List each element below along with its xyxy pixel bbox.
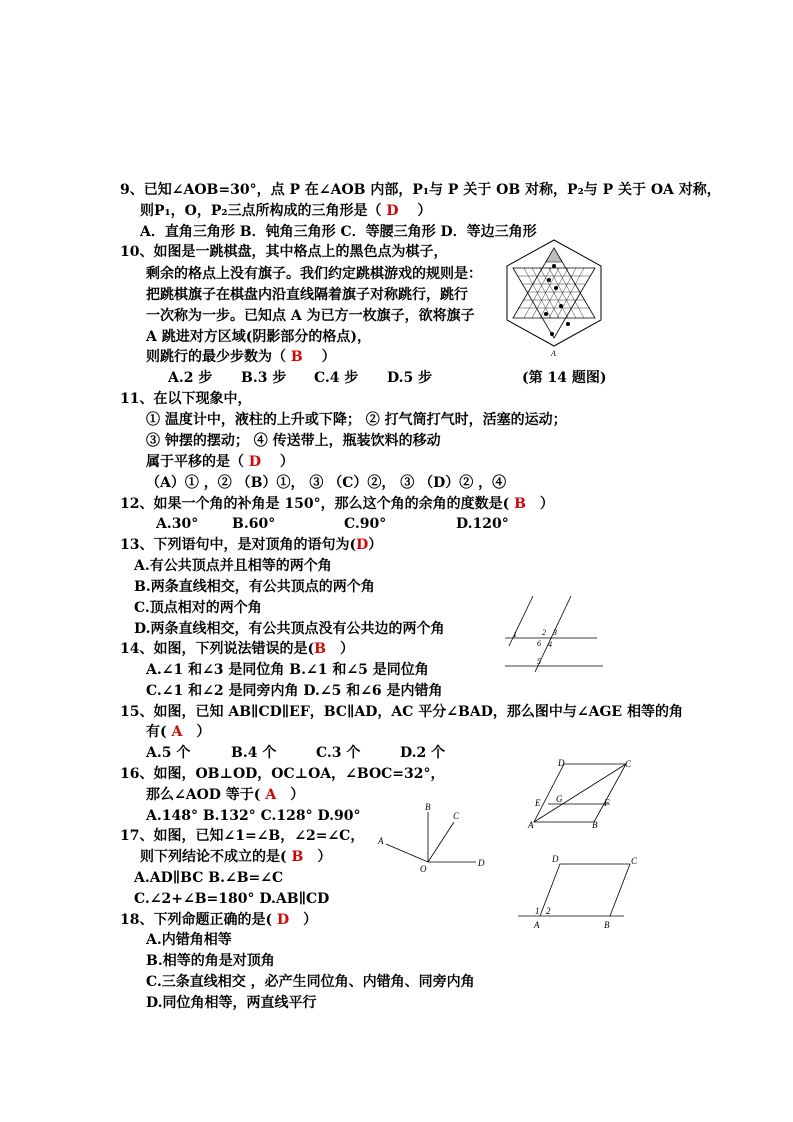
q11-line1: 11、在以下现象中， bbox=[120, 391, 252, 407]
q12-option-a: A.30° bbox=[156, 516, 199, 532]
q10-line3: 把跳棋旗子在棋盘内沿直线隔着旗子对称跳行，跳行 bbox=[146, 287, 468, 303]
q14-label-1: 1 bbox=[513, 630, 517, 639]
q10-line5: A 跳进对方区域(阴影部分的格点)， bbox=[146, 329, 371, 345]
q9-line2: 则P₁，O，P₂三点所构成的三角形是（ D ） bbox=[140, 203, 432, 219]
q14-label-4: 4 bbox=[548, 640, 552, 649]
q10-caption: (第 14 题图) bbox=[522, 370, 607, 386]
q9-answer: D bbox=[386, 203, 399, 219]
q10-answer: B bbox=[290, 349, 303, 365]
q14-label-6: 6 bbox=[537, 639, 541, 648]
q17-line2: 则下列结论不成立的是( B ） bbox=[140, 849, 332, 865]
q11-line4: 属于平移的是（ D ） bbox=[146, 454, 294, 470]
q13-line1: 13、下列语句中，是对顶角的语句为(D） bbox=[120, 537, 383, 553]
q17-label-d: D bbox=[552, 854, 559, 864]
q12-answer: B bbox=[514, 496, 526, 512]
q14-figure bbox=[505, 594, 605, 674]
q10-line2: 剩余的格点上没有旗子。我们约定跳棋游戏的规则是： bbox=[146, 266, 482, 282]
q11-answer: D bbox=[248, 454, 262, 470]
q15-label-e: E bbox=[535, 798, 541, 808]
q10-line6: 则跳行的最少步数为（ B ） bbox=[146, 349, 336, 365]
q16-line2: 那么∠AOD 等于( A ） bbox=[146, 787, 305, 803]
q18-option-a: A.内错角相等 bbox=[146, 932, 232, 948]
q16-label-d: D bbox=[478, 858, 485, 868]
q17-label-1: 1 bbox=[535, 906, 540, 916]
q17-label-c: C bbox=[631, 856, 638, 866]
q15-option-a: A.5 个 bbox=[146, 745, 191, 761]
q17-answer: B bbox=[291, 849, 304, 865]
q14-label-5: 5 bbox=[537, 657, 541, 666]
q15-label-b: B bbox=[592, 820, 598, 830]
q16-label-b: B bbox=[425, 802, 431, 812]
q13-option-c: C.顶点相对的两个角 bbox=[134, 600, 262, 616]
q16-answer: A bbox=[265, 787, 277, 803]
q13-answer: D bbox=[356, 537, 369, 553]
q16-label-a: A bbox=[378, 836, 384, 846]
q15-option-c: C.3 个 bbox=[316, 745, 361, 761]
q16-options: A.148° B.132° C.128° D.90° bbox=[146, 808, 361, 824]
q9-line1: 9、已知∠AOB=30°，点 P 在∠AOB 内部，P₁与 P 关于 OB 对称，P₂与 P 关于 OA 对称， bbox=[120, 182, 721, 198]
q18-answer: D bbox=[276, 912, 290, 928]
q18-option-b: B.相等的角是对顶角 bbox=[146, 953, 275, 969]
q18-option-d: D.同位角相等，两直线平行 bbox=[146, 995, 317, 1011]
q15-label-g: G bbox=[556, 794, 563, 804]
q12-option-d: D.120° bbox=[456, 516, 509, 532]
q11-line3: ③ 钟摆的摆动； ④ 传送带上，瓶装饮料的移动 bbox=[146, 433, 441, 449]
q10-point-a-label: A bbox=[551, 349, 556, 358]
q18-option-c: C.三条直线相交 ，必产生同位角、内错角、同旁内角 bbox=[146, 974, 475, 990]
q17-label-b: B bbox=[604, 920, 610, 930]
q16-figure bbox=[376, 804, 488, 876]
q16-line1: 16、如图，OB⊥OD，OC⊥OA，∠BOC=32°， bbox=[120, 766, 445, 782]
q10-option-a: A.2 步 bbox=[168, 370, 213, 386]
q17-line1: 17、如图，已知∠1=∠B，∠2=∠C， bbox=[120, 828, 365, 844]
q14-options-2: C.∠1 和∠2 是同旁内角 D.∠5 和∠6 是内错角 bbox=[146, 683, 443, 699]
q15-label-c: C bbox=[625, 759, 632, 769]
q17-label-a: A bbox=[534, 920, 540, 930]
q12-option-c: C.90° bbox=[344, 516, 387, 532]
q10-option-d: D.5 步 bbox=[387, 370, 433, 386]
q10-checkerboard-figure bbox=[504, 238, 604, 358]
q14-options-1: A.∠1 和∠3 是同位角 B.∠1 和∠5 是同位角 bbox=[146, 662, 429, 678]
q13-option-b: B.两条直线相交，有公共顶点的两个角 bbox=[134, 579, 375, 595]
q17-figure bbox=[518, 852, 648, 932]
q16-label-o: O bbox=[420, 864, 427, 874]
q14-answer: B bbox=[314, 641, 326, 657]
q15-figure bbox=[528, 758, 638, 833]
q14-line1: 14、如图，下列说法错误的是(B ） bbox=[120, 641, 354, 657]
q15-option-d: D.2 个 bbox=[400, 745, 446, 761]
q15-answer: A bbox=[171, 724, 183, 740]
q10-option-c: C.4 步 bbox=[314, 370, 359, 386]
q15-option-b: B.4 个 bbox=[231, 745, 277, 761]
q15-line1: 15、如图，已知 AB∥CD∥EF，BC∥AD，AC 平分∠BAD，那么图中与∠AGE 相等的角 bbox=[120, 704, 683, 720]
q12-line1: 12、如果一个角的补角是 150°，那么这个角的余角的度数是( B ） bbox=[120, 496, 554, 512]
q17-label-2: 2 bbox=[546, 906, 551, 916]
q9-options: A．直角三角形 B．钝角三角形 C．等腰三角形 D．等边三角形 bbox=[140, 224, 537, 240]
q15-label-f: F bbox=[604, 798, 610, 808]
q11-line2: ① 温度计中，液柱的上升或下降； ② 打气筒打气时，活塞的运动； bbox=[146, 412, 567, 428]
q15-label-a: A bbox=[528, 820, 534, 830]
q13-option-a: A.有公共顶点并且相等的两个角 bbox=[134, 558, 332, 574]
q15-line2: 有( A ） bbox=[146, 724, 211, 740]
q18-line1: 18、下列命题正确的是( D ） bbox=[120, 912, 318, 928]
q17-options-2: C.∠2+∠B=180° D.AB∥CD bbox=[134, 891, 330, 907]
q10-line4: 一次称为一步。已知点 A 为已方一枚旗子，欲将旗子 bbox=[146, 308, 475, 324]
q11-options: （A）① ，② （B）①， ③ （C）②， ③ （D）② ，④ bbox=[146, 475, 507, 491]
q14-label-3: 3 bbox=[553, 628, 557, 637]
q14-label-2: 2 bbox=[542, 628, 546, 637]
q15-label-d: D bbox=[558, 758, 565, 768]
q16-label-c: C bbox=[453, 811, 460, 821]
q12-option-b: B.60° bbox=[232, 516, 276, 532]
q10-option-b: B.3 步 bbox=[241, 370, 287, 386]
q10-line1: 10、如图是一跳棋盘，其中格点上的黑色点为棋子， bbox=[120, 244, 448, 260]
q13-option-d: D.两条直线相交，有公共顶点没有公共边的两个角 bbox=[134, 621, 445, 637]
q17-options-1: A.AD∥BC B.∠B=∠C bbox=[134, 870, 284, 886]
